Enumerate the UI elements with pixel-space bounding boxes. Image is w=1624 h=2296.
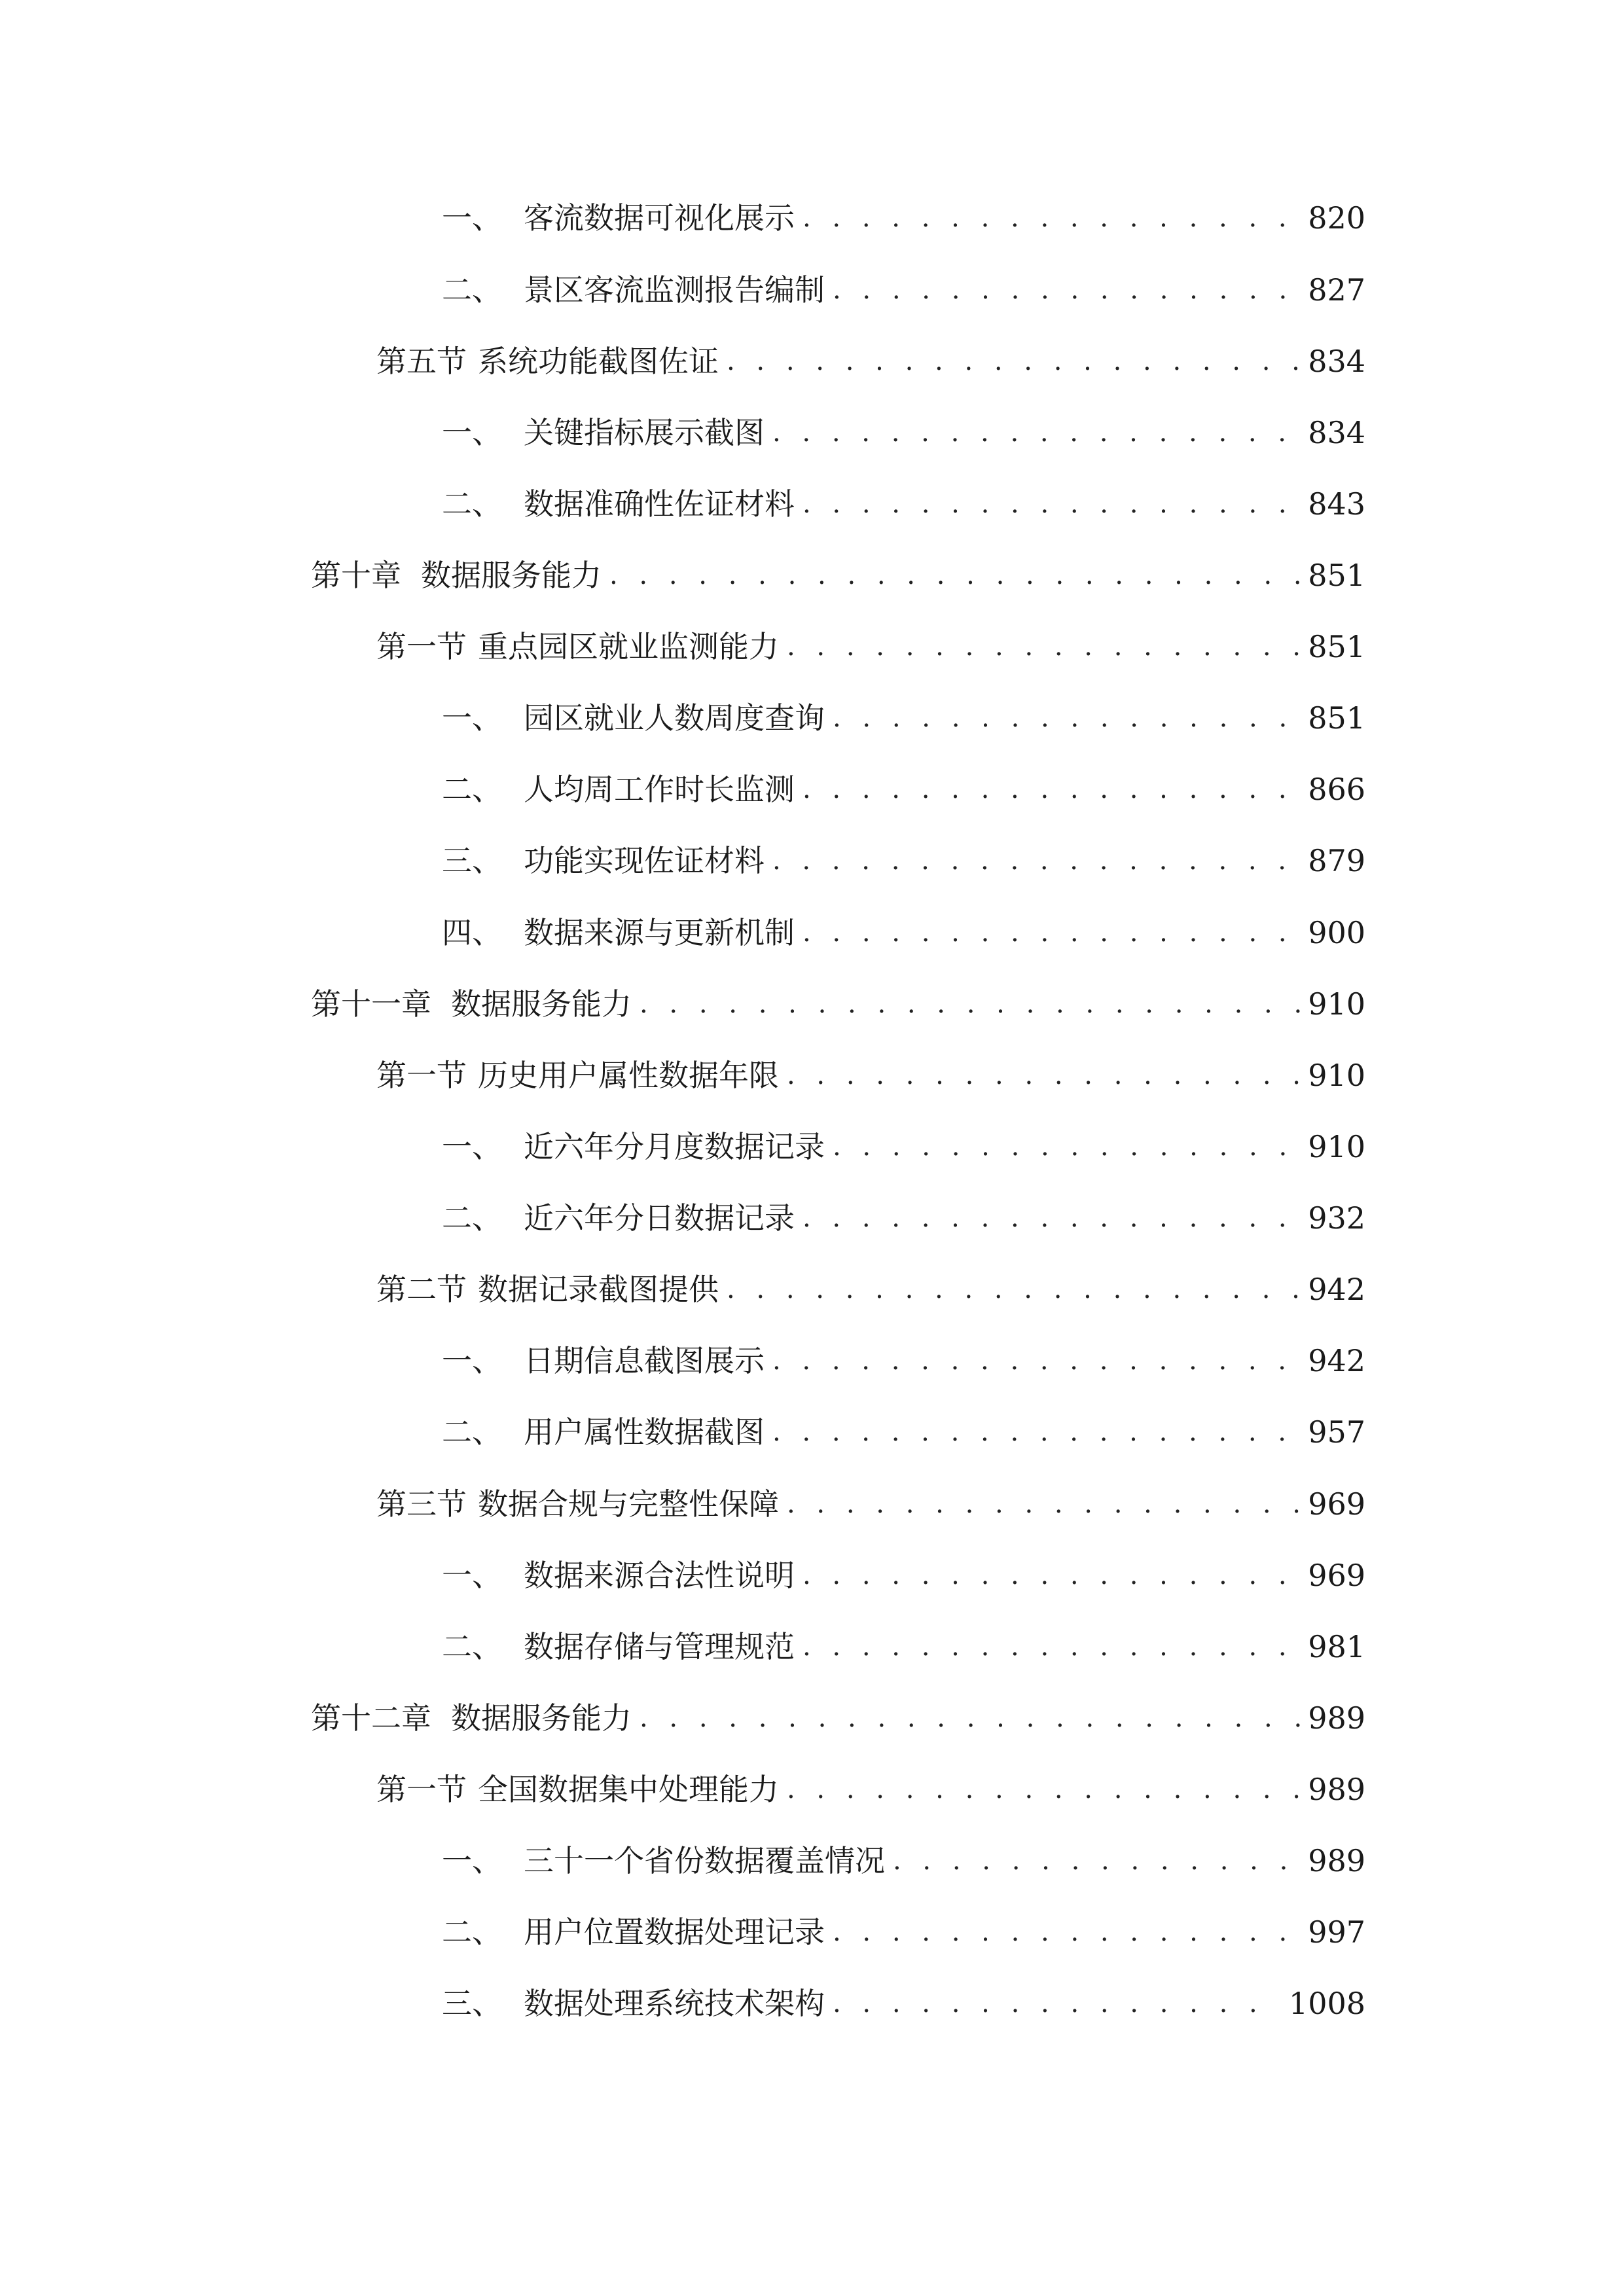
toc-entry-page: 834 <box>1308 344 1365 379</box>
toc-entry-number: 三、 <box>442 1986 502 2021</box>
toc-entry-page: 851 <box>1308 629 1365 664</box>
toc-dot-leader <box>727 1266 1300 1312</box>
toc-dot-leader <box>803 766 1300 812</box>
toc-entry-title: 数据处理系统技术架构 <box>524 1986 825 2021</box>
toc-dot-leader <box>772 838 1300 884</box>
toc-entry[interactable] <box>442 838 1365 884</box>
toc-entry-number: 三、 <box>442 843 502 878</box>
toc-entry-title: 数据来源合法性说明 <box>524 1558 795 1593</box>
toc-entry-number: 第十二章 <box>311 1700 431 1736</box>
toc-entry-number: 二、 <box>442 1914 502 1950</box>
toc-entry-title: 日期信息截图展示 <box>524 1343 765 1378</box>
toc-entry-page: 932 <box>1308 1200 1365 1236</box>
toc-entry[interactable] <box>311 981 1365 1027</box>
toc-entry-page: 969 <box>1308 1558 1365 1593</box>
toc-entry[interactable] <box>376 624 1365 670</box>
toc-entry-number: 一、 <box>442 1558 502 1593</box>
toc-entry-page: 866 <box>1308 772 1365 807</box>
toc-entry[interactable] <box>442 1552 1365 1598</box>
toc-dot-leader <box>833 1981 1281 2026</box>
toc-entry-title: 功能实现佐证材料 <box>524 843 765 878</box>
toc-entry-number: 一、 <box>442 1129 502 1164</box>
toc-entry[interactable] <box>442 410 1365 456</box>
toc-entry-page: 1008 <box>1288 1986 1365 2021</box>
toc-dot-leader <box>787 1767 1300 1812</box>
toc-entry[interactable] <box>376 1481 1365 1527</box>
toc-dot-leader <box>609 552 1300 598</box>
toc-entry-page: 910 <box>1308 986 1365 1022</box>
toc-entry-title: 全国数据集中处理能力 <box>478 1772 779 1807</box>
toc-entry[interactable] <box>442 1838 1365 1884</box>
toc-entry-title: 数据存储与管理规范 <box>524 1629 795 1664</box>
toc-entry[interactable] <box>442 695 1365 741</box>
toc-entry-page: 957 <box>1308 1414 1365 1450</box>
toc-entry[interactable] <box>442 267 1365 313</box>
toc-entry[interactable] <box>442 766 1365 812</box>
toc-entry-page: 851 <box>1308 558 1365 593</box>
toc-dot-leader <box>640 981 1300 1027</box>
toc-entry-title: 三十一个省份数据覆盖情况 <box>524 1843 885 1878</box>
toc-entry-number: 第一节 <box>376 1058 467 1093</box>
toc-dot-leader <box>803 195 1300 241</box>
toc-entry[interactable] <box>442 195 1365 241</box>
toc-dot-leader <box>893 1838 1300 1884</box>
toc-entry-title: 数据来源与更新机制 <box>524 915 795 950</box>
toc-entry-page: 989 <box>1308 1843 1365 1878</box>
toc-entry-page: 942 <box>1308 1272 1365 1307</box>
toc-entry-page: 879 <box>1308 843 1365 878</box>
toc-entry-title: 客流数据可视化展示 <box>524 200 795 236</box>
toc-entry-number: 第二节 <box>376 1272 467 1307</box>
toc-entry-number: 二、 <box>442 1629 502 1664</box>
toc-entry-title: 数据服务能力 <box>451 986 632 1022</box>
toc-dot-leader <box>833 267 1300 313</box>
toc-entry-title: 重点园区就业监测能力 <box>478 629 779 664</box>
toc-dot-leader <box>772 410 1300 456</box>
toc-entry-page: 981 <box>1308 1629 1365 1664</box>
toc-entry-title: 数据合规与完整性保障 <box>478 1486 779 1522</box>
toc-dot-leader <box>833 1909 1300 1955</box>
toc-entry[interactable] <box>442 1624 1365 1670</box>
toc-entry[interactable] <box>442 1909 1365 1955</box>
toc-entry[interactable] <box>376 338 1365 384</box>
toc-entry[interactable] <box>442 481 1365 527</box>
toc-dot-leader <box>803 1195 1300 1241</box>
toc-entry-page: 834 <box>1308 415 1365 450</box>
toc-entry[interactable] <box>376 1767 1365 1812</box>
toc-entry-number: 四、 <box>442 915 502 950</box>
toc-entry[interactable] <box>442 1981 1365 2026</box>
toc-entry-title: 数据记录截图提供 <box>478 1272 719 1307</box>
toc-dot-leader <box>640 1695 1300 1741</box>
toc-entry-page: 989 <box>1308 1700 1365 1736</box>
toc-entry-number: 第三节 <box>376 1486 467 1522</box>
toc-dot-leader <box>803 481 1300 527</box>
toc-entry-number: 二、 <box>442 1200 502 1236</box>
toc-entry-title: 数据服务能力 <box>421 558 602 593</box>
toc-entry[interactable] <box>376 1266 1365 1312</box>
toc-entry-title: 近六年分月度数据记录 <box>524 1129 825 1164</box>
toc-entry-title: 历史用户属性数据年限 <box>478 1058 779 1093</box>
toc-entry-number: 第十一章 <box>311 986 431 1022</box>
toc-entry-title: 人均周工作时长监测 <box>524 772 795 807</box>
toc-entry[interactable] <box>442 910 1365 956</box>
toc-entry-title: 关键指标展示截图 <box>524 415 765 450</box>
toc-entry-number: 一、 <box>442 1343 502 1378</box>
toc-dot-leader <box>833 695 1300 741</box>
toc-entry-title: 近六年分日数据记录 <box>524 1200 795 1236</box>
toc-entry-page: 843 <box>1308 486 1365 522</box>
toc-entry-number: 第一节 <box>376 629 467 664</box>
toc-entry-title: 用户位置数据处理记录 <box>524 1914 825 1950</box>
toc-dot-leader <box>787 1052 1300 1098</box>
toc-entry-number: 一、 <box>442 415 502 450</box>
toc-dot-leader <box>803 1624 1300 1670</box>
toc-entry[interactable] <box>442 1195 1365 1241</box>
toc-entry[interactable] <box>442 1124 1365 1170</box>
toc-entry[interactable] <box>442 1338 1365 1384</box>
toc-entry-number: 第十章 <box>311 558 401 593</box>
toc-entry-page: 820 <box>1308 200 1365 236</box>
toc-entry-page: 969 <box>1308 1486 1365 1522</box>
toc-entry-title: 用户属性数据截图 <box>524 1414 765 1450</box>
toc-entry-title: 园区就业人数周度查询 <box>524 700 825 736</box>
toc-entry-title: 系统功能截图佐证 <box>478 344 719 379</box>
toc-dot-leader <box>833 1124 1300 1170</box>
toc-dot-leader <box>787 624 1300 670</box>
toc-entry-title: 数据服务能力 <box>451 1700 632 1736</box>
toc-entry-number: 二、 <box>442 272 502 308</box>
toc-entry-page: 989 <box>1308 1772 1365 1807</box>
toc-dot-leader <box>803 1552 1300 1598</box>
toc-dot-leader <box>727 338 1300 384</box>
toc-entry-number: 二、 <box>442 486 502 522</box>
toc-entry-page: 851 <box>1308 700 1365 736</box>
toc-entry-number: 二、 <box>442 1414 502 1450</box>
toc-entry-number: 一、 <box>442 1843 502 1878</box>
toc-entry-page: 997 <box>1308 1914 1365 1950</box>
toc-dot-leader <box>787 1481 1300 1527</box>
toc-entry-number: 二、 <box>442 772 502 807</box>
toc-entry-number: 第五节 <box>376 344 467 379</box>
toc-entry[interactable] <box>376 1052 1365 1098</box>
toc-entry[interactable] <box>311 552 1365 598</box>
toc-dot-leader <box>772 1338 1300 1384</box>
toc-entry-page: 910 <box>1308 1058 1365 1093</box>
toc-entry[interactable] <box>442 1409 1365 1455</box>
toc-entry-title: 数据准确性佐证材料 <box>524 486 795 522</box>
toc-entry-page: 900 <box>1308 915 1365 950</box>
toc-entry-page: 827 <box>1308 272 1365 308</box>
toc-entry-number: 第一节 <box>376 1772 467 1807</box>
toc-entry-page: 910 <box>1308 1129 1365 1164</box>
toc-entry-page: 942 <box>1308 1343 1365 1378</box>
toc-entry-number: 一、 <box>442 200 502 236</box>
toc-dot-leader <box>803 910 1300 956</box>
toc-dot-leader <box>772 1409 1300 1455</box>
toc-entry[interactable] <box>311 1695 1365 1741</box>
toc-entry-title: 景区客流监测报告编制 <box>524 272 825 308</box>
toc-entry-number: 一、 <box>442 700 502 736</box>
